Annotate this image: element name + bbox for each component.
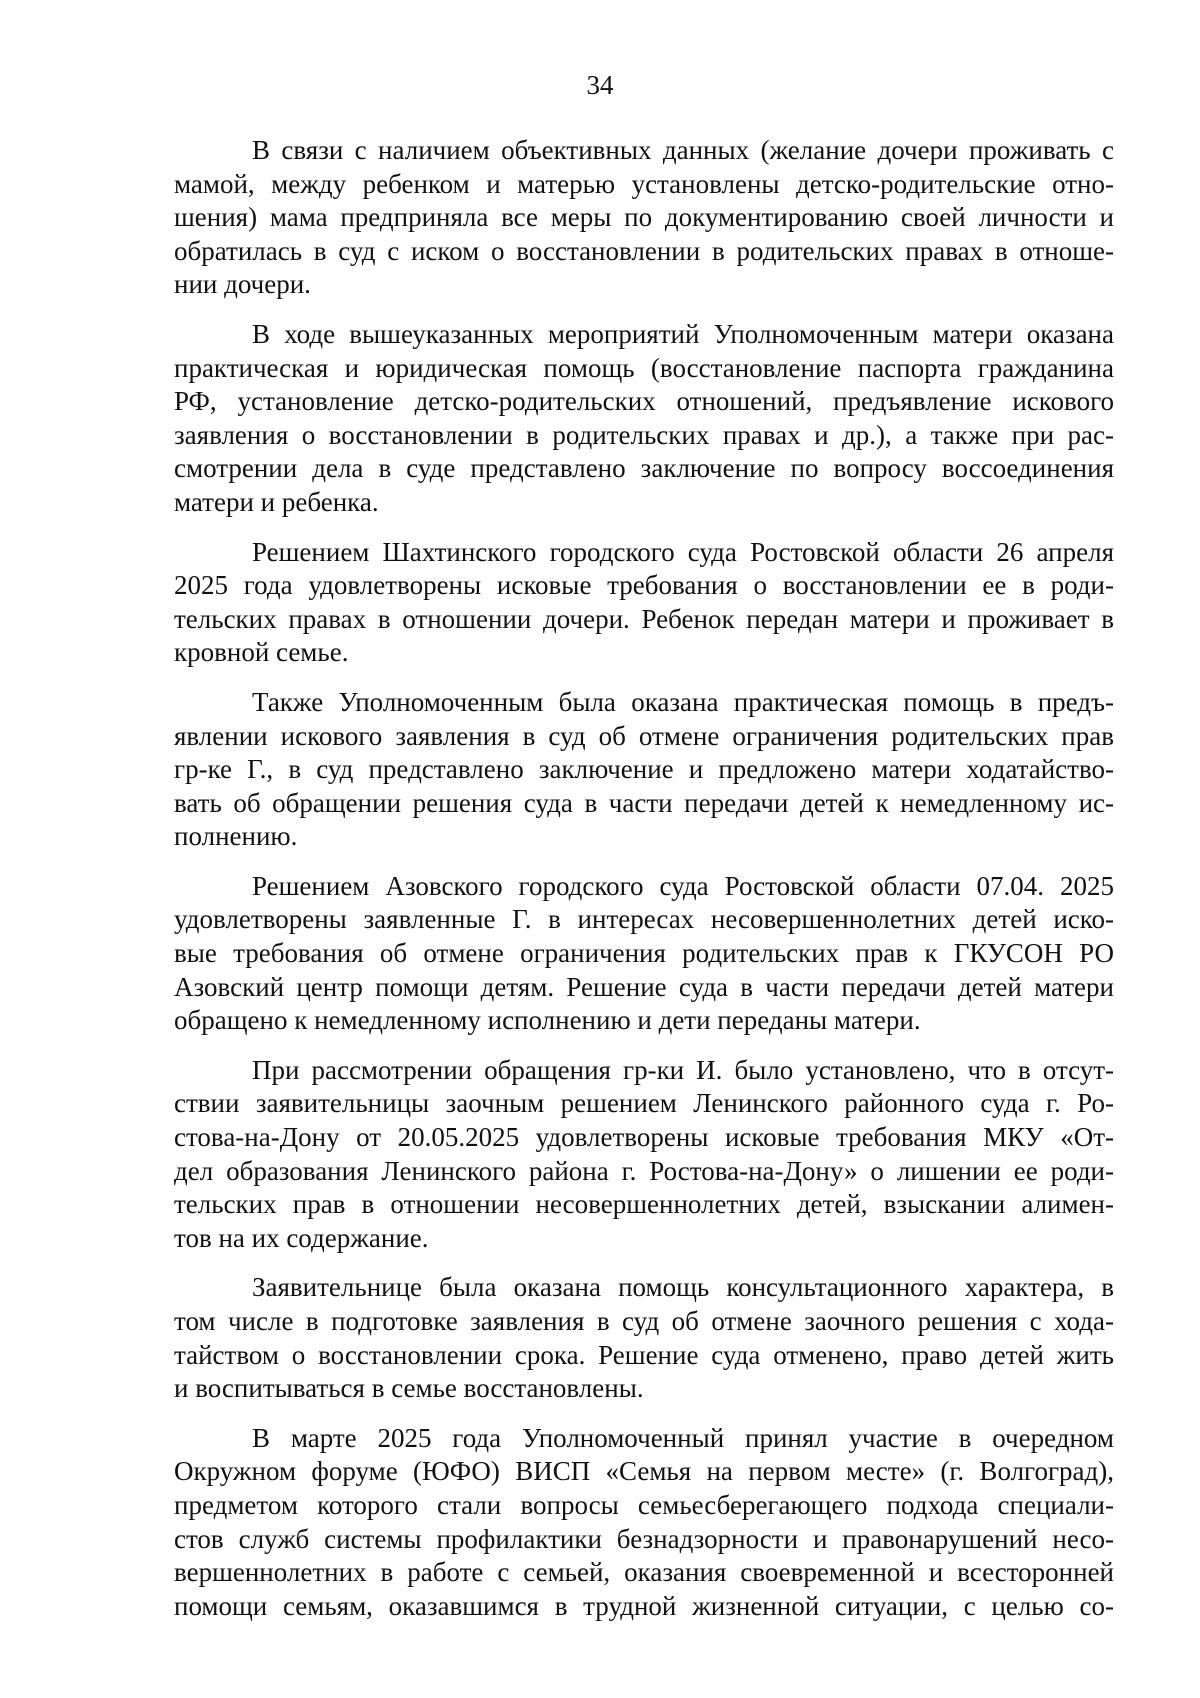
text-line: тельских правах в отношении дочери. Ребенок передан матери и проживает в (174, 603, 1114, 634)
paragraph (174, 1054, 1114, 1256)
paragraph (174, 1271, 1114, 1405)
text-line: заявления о восстановлении в родительских правах и др.), а также при рас- (174, 419, 1114, 450)
text-line: помощи семьям, оказавшимся в трудной жизненной ситуации, с целью со- (174, 1590, 1114, 1621)
text-line: мамой, между ребенком и матерью установлены детско-родительские отно- (174, 168, 1114, 199)
paragraph (174, 1422, 1114, 1624)
text-line: Также Уполномоченным была оказана практическая помощь в предъ- (252, 686, 1114, 717)
text-line: кровной семье. (174, 637, 349, 668)
paragraph (174, 536, 1114, 670)
text-line: В связи с наличием объективных данных (желание дочери проживать с (252, 135, 1114, 165)
text-line: полнению. (174, 821, 298, 852)
text-line: Решением Шахтинского городского суда Ростовской области 26 апреля (252, 536, 1114, 567)
text-line: вые требования об отмене ограничения родительских прав к ГКУСОН РО (174, 938, 1114, 969)
text-line: тайством о восстановлении срока. Решение суда отменено, право детей жить (174, 1339, 1114, 1370)
text-line: гр-ке Г., в суд представлено заключение и предложено матери ходатайство- (174, 754, 1114, 785)
text-line: Решением Азовского городского суда Ростовской области 07.04. 2025 (252, 870, 1114, 901)
text-line: том числе в подготовке заявления в суд об отмене заочного решения с хода- (174, 1306, 1114, 1336)
body-text (174, 134, 1114, 1639)
text-line: вать об обращении решения суда в части передачи детей к немедленному ис- (174, 787, 1114, 818)
text-line: смотрении дела в суде представлено заключение по вопросу воссоединения (174, 453, 1114, 484)
text-line: предметом которого стали вопросы семьесберегающего подхода специали- (174, 1489, 1114, 1520)
text-line: обращено к немедленному исполнению и дети переданы матери. (174, 1005, 921, 1036)
paragraph (174, 134, 1114, 302)
text-line: Азовский центр помощи детям. Решение суда в части передачи детей матери (174, 971, 1114, 1002)
text-line: При рассмотрении обращения гр-ки И. было установлено, что в отсут- (252, 1054, 1114, 1085)
text-line: стова-на-Дону от 20.05.2025 удовлетворены исковые требования МКУ «От- (174, 1122, 1114, 1153)
text-line: практическая и юридическая помощь (восстановление паспорта гражданина (174, 352, 1114, 383)
text-line: вершеннолетних в работе с семьей, оказания своевременной и всесторонней (174, 1557, 1114, 1588)
text-line: В марте 2025 года Уполномоченный принял участие в очередном (252, 1422, 1114, 1453)
text-line: Окружном форуме (ЮФО) ВИСП «Семья на первом месте» (г. Волгоград), (174, 1456, 1114, 1487)
text-line: шения) мама предприняла все меры по документированию своей личности и (174, 202, 1114, 233)
paragraph (174, 870, 1114, 1038)
text-line: ствии заявительницы заочным решением Ленинского районного суда г. Ро- (174, 1088, 1114, 1119)
text-line: обратилась в суд с иском о восстановлении в родительских правах в отноше- (174, 235, 1114, 266)
text-line: и воспитываться в семье восстановлены. (174, 1373, 644, 1404)
text-line: тов на их содержание. (174, 1222, 429, 1253)
text-line: РФ, установление детско-родительских отношений, предъявление искового (174, 386, 1114, 417)
text-line: нии дочери. (174, 269, 311, 300)
text-line: матери и ребенка. (174, 486, 379, 517)
text-line: 2025 года удовлетворены исковые требования о восстановлении ее в роди- (174, 570, 1114, 601)
text-line: Заявительнице была оказана помощь консультационного характера, в (252, 1272, 1114, 1303)
text-line: явлении искового заявления в суд об отмене ограничения родительских прав (174, 720, 1114, 751)
page-number: 34 (586, 70, 614, 100)
text-line: В ходе вышеуказанных мероприятий Уполномоченным матери оказана (252, 318, 1114, 349)
paragraph (174, 686, 1114, 854)
text-line: стов служб системы профилактики безнадзорности и правонарушений несо- (174, 1523, 1114, 1554)
text-line: удовлетворены заявленные Г. в интересах несовершеннолетних детей иско- (174, 904, 1114, 935)
paragraph (174, 318, 1114, 520)
text-line: тельских прав в отношении несовершеннолетних детей, взыскании алимен- (174, 1189, 1114, 1220)
text-line: дел образования Ленинского района г. Ростова-на-Дону» о лишении ее роди- (174, 1155, 1114, 1186)
